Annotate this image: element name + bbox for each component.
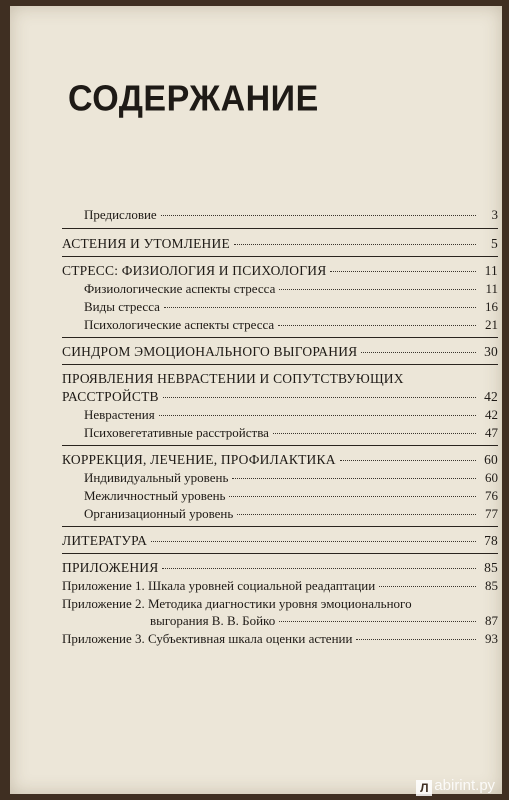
section-divider [62, 553, 498, 554]
toc-page: 21 [485, 317, 498, 332]
toc-entry-stress [62, 263, 498, 279]
leader-dots [330, 271, 476, 272]
labirint-logo-icon: Л [416, 780, 432, 796]
toc-label: Психологические аспекты стресса [84, 317, 275, 332]
toc-entry-appendix-2-line2 [62, 613, 498, 629]
toc-entry-literature [62, 533, 498, 549]
toc-label: Индивидуальный уровень [84, 470, 229, 485]
section-divider [62, 337, 498, 338]
leader-dots [164, 307, 476, 308]
toc-label: СИНДРОМ ЭМОЦИОНАЛЬНОГО ВЫГОРАНИЯ [62, 344, 358, 359]
leader-dots [278, 325, 476, 326]
toc-label: Психовегетативные расстройства [84, 425, 269, 440]
leader-dots [237, 514, 476, 515]
leader-dots [229, 496, 476, 497]
toc-label: Виды стресса [84, 299, 160, 314]
toc-label: Организационный уровень [84, 506, 234, 521]
leader-dots [379, 586, 476, 587]
toc-label: Приложение 1. Шкала уровней социальной реадаптации [62, 578, 376, 593]
leader-dots [162, 568, 476, 569]
toc-label: Физиологические аспекты стресса [84, 281, 276, 296]
toc-label: ЛИТЕРАТУРА [62, 533, 148, 548]
toc-entry-psychovegetative [62, 425, 498, 441]
toc-page: 77 [485, 506, 498, 521]
toc-label: ПРИЛОЖЕНИЯ [62, 560, 159, 575]
toc-entry-appendix-1 [62, 578, 498, 594]
toc-page: 76 [485, 488, 498, 503]
toc-entry-stress-psych [62, 317, 498, 333]
toc-label: выгорания В. В. Бойко [150, 613, 276, 628]
toc-entry-neurasthenia [62, 407, 498, 423]
leader-dots [161, 215, 476, 216]
leader-dots [234, 244, 476, 245]
toc-entry-stress-types [62, 299, 498, 315]
site-watermark [416, 777, 495, 796]
leader-dots [279, 621, 476, 622]
leader-dots [151, 541, 476, 542]
toc-page: 3 [491, 207, 498, 222]
toc-page: 16 [485, 299, 498, 314]
toc-entry-interpersonal [62, 488, 498, 504]
toc-label: КОРРЕКЦИЯ, ЛЕЧЕНИЕ, ПРОФИЛАКТИКА [62, 452, 336, 467]
toc-page: 85 [485, 578, 498, 593]
toc-entry-preface [62, 207, 498, 223]
toc-page: 5 [491, 236, 498, 251]
leader-dots [356, 639, 476, 640]
section-divider [62, 445, 498, 446]
toc-page: 60 [484, 452, 498, 467]
toc-label: Неврастения [84, 407, 155, 422]
toc-label: АСТЕНИЯ И УТОМЛЕНИЕ [62, 236, 230, 251]
toc-entry-neurasthenia-title-line1: ПРОЯВЛЕНИЯ НЕВРАСТЕНИИ И СОПУТСТВУЮЩИХ [62, 371, 404, 386]
toc-page: 78 [484, 533, 498, 548]
toc-entry-correction [62, 452, 498, 468]
toc-entry-appendix-3 [62, 631, 498, 647]
section-divider [62, 228, 498, 229]
leader-dots [279, 289, 476, 290]
toc-page: 87 [485, 613, 498, 628]
section-divider [62, 364, 498, 365]
toc-entry-organizational [62, 506, 498, 522]
leader-dots [361, 352, 476, 353]
toc-entry-appendices [62, 560, 498, 576]
toc-page: 42 [484, 389, 498, 404]
toc-page: 93 [485, 631, 498, 646]
toc-entry-burnout [62, 344, 498, 360]
toc-page: 11 [484, 263, 498, 278]
leader-dots [232, 478, 476, 479]
leader-dots [159, 415, 476, 416]
bleed-through-text [260, 46, 500, 61]
section-divider [62, 526, 498, 527]
toc-entry-stress-phys [62, 281, 498, 297]
toc-page: 47 [485, 425, 498, 440]
book-page [10, 6, 502, 794]
toc-label: Межличностный уровень [84, 488, 226, 503]
leader-dots [163, 397, 476, 398]
section-divider [62, 256, 498, 257]
toc-page: 85 [484, 560, 498, 575]
toc-label: Приложение 3. Субъективная шкала оценки астении [62, 631, 353, 646]
toc-entry-appendix-2-line1: Приложение 2. Методика диагностики уровня эмоционального [62, 596, 412, 611]
page-title: СОДЕРЖАНИЕ [68, 79, 319, 119]
watermark-text: abirint.ру [434, 777, 495, 794]
toc-label: РАССТРОЙСТВ [62, 389, 159, 404]
toc-page: 42 [485, 407, 498, 422]
toc-label: Предисловие [84, 207, 157, 222]
toc-entry-asthenia [62, 236, 498, 252]
leader-dots [273, 433, 476, 434]
toc-page: 60 [485, 470, 498, 485]
leader-dots [340, 460, 476, 461]
toc-page: 11 [485, 281, 498, 296]
toc-page: 30 [484, 344, 498, 359]
toc-entry-neurasthenia-title-line2 [62, 389, 498, 405]
toc-entry-individual [62, 470, 498, 486]
toc-label: СТРЕСС: ФИЗИОЛОГИЯ И ПСИХОЛОГИЯ [62, 263, 327, 278]
